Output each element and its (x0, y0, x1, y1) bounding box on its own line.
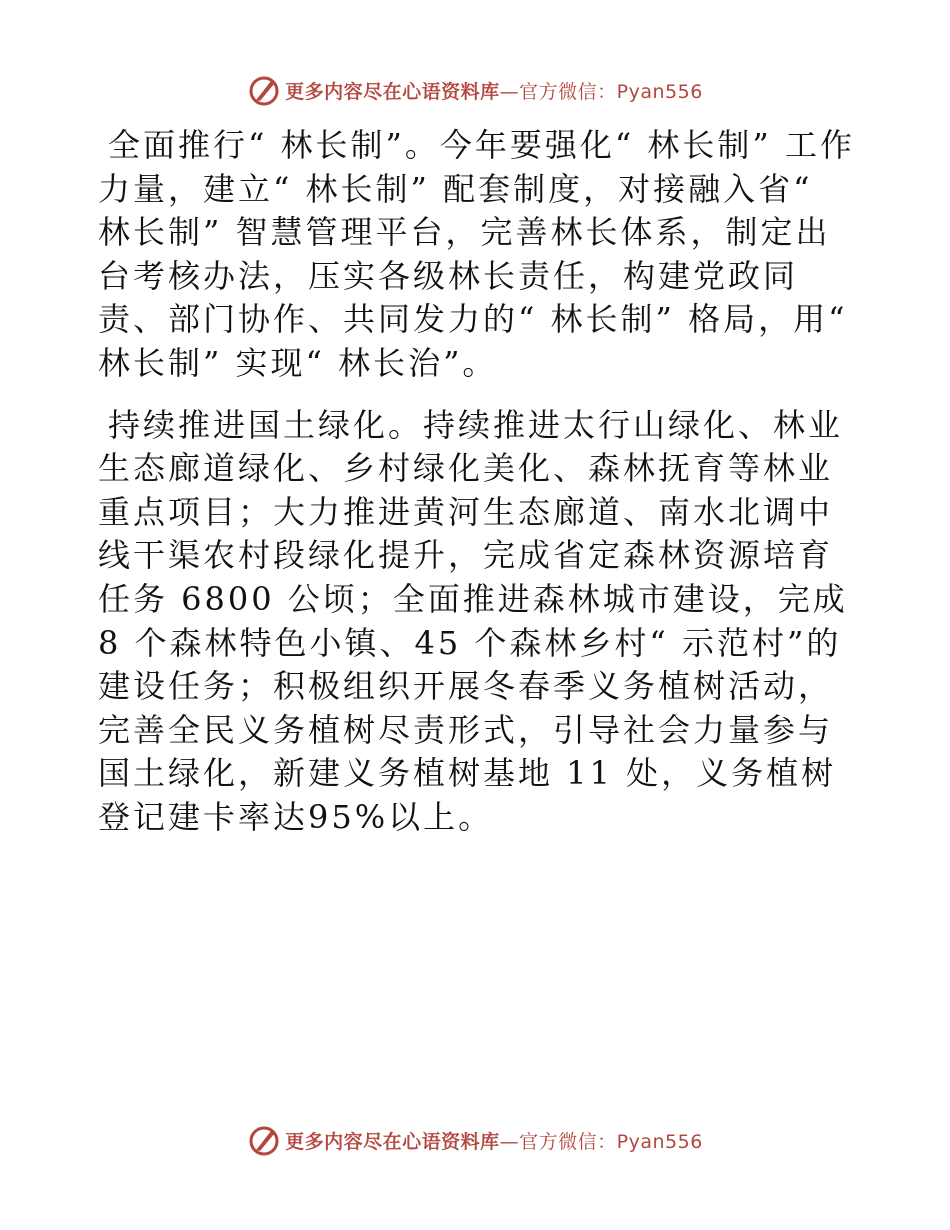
watermark-contact: 官方微信：Pyan556 (519, 80, 703, 103)
watermark-contact: 官方微信：Pyan556 (519, 1130, 703, 1153)
quill-logo-icon (247, 1123, 281, 1157)
watermark-text (285, 77, 703, 104)
quill-logo-icon (247, 73, 281, 107)
watermark-separator: — (499, 80, 520, 103)
paragraph-text: 全面推行“ 林长制”。今年要强化“ 林长制” 工作力量，建立“ 林长制” 配套制度，对接融入省“ 林长制” 智慧管理平台，完善林长体系，制定出台考核办法，压实各级林长责任，构建党政同责、部门协作、共同发力的“ 林长制” 格局，用“ 林长制” 实现“ 林长治”。 (98, 126, 855, 382)
paragraph-forest-chief (98, 124, 858, 386)
document-body (98, 124, 858, 858)
header-watermark (0, 70, 950, 110)
watermark-text (285, 1127, 703, 1154)
paragraph-greening (98, 404, 858, 840)
footer-watermark (0, 1120, 950, 1160)
watermark-separator: — (499, 1130, 520, 1153)
paragraph-text: 持续推进国土绿化。持续推进太行山绿化、林业生态廊道绿化、乡村绿化美化、森林抚育等林业重点项目；大力推进黄河生态廊道、南水北调中线干渠农村段绿化提升，完成省定森林资源培育任务 6800 公顷；全面推进森林城市建设，完成 8 个森林特色小镇、45 个森林乡村“ 示范村”的建设任务；积极组织开展冬春季义务植树活动，完善全民义务植树尽责形式，引导社会力量参与国土绿化，新建义务植树基地 11 处，义务植树登记建卡率达95%以上。 (98, 405, 848, 836)
watermark-brand: 更多内容尽在心语资料库 (285, 80, 500, 103)
watermark-brand: 更多内容尽在心语资料库 (285, 1130, 500, 1153)
